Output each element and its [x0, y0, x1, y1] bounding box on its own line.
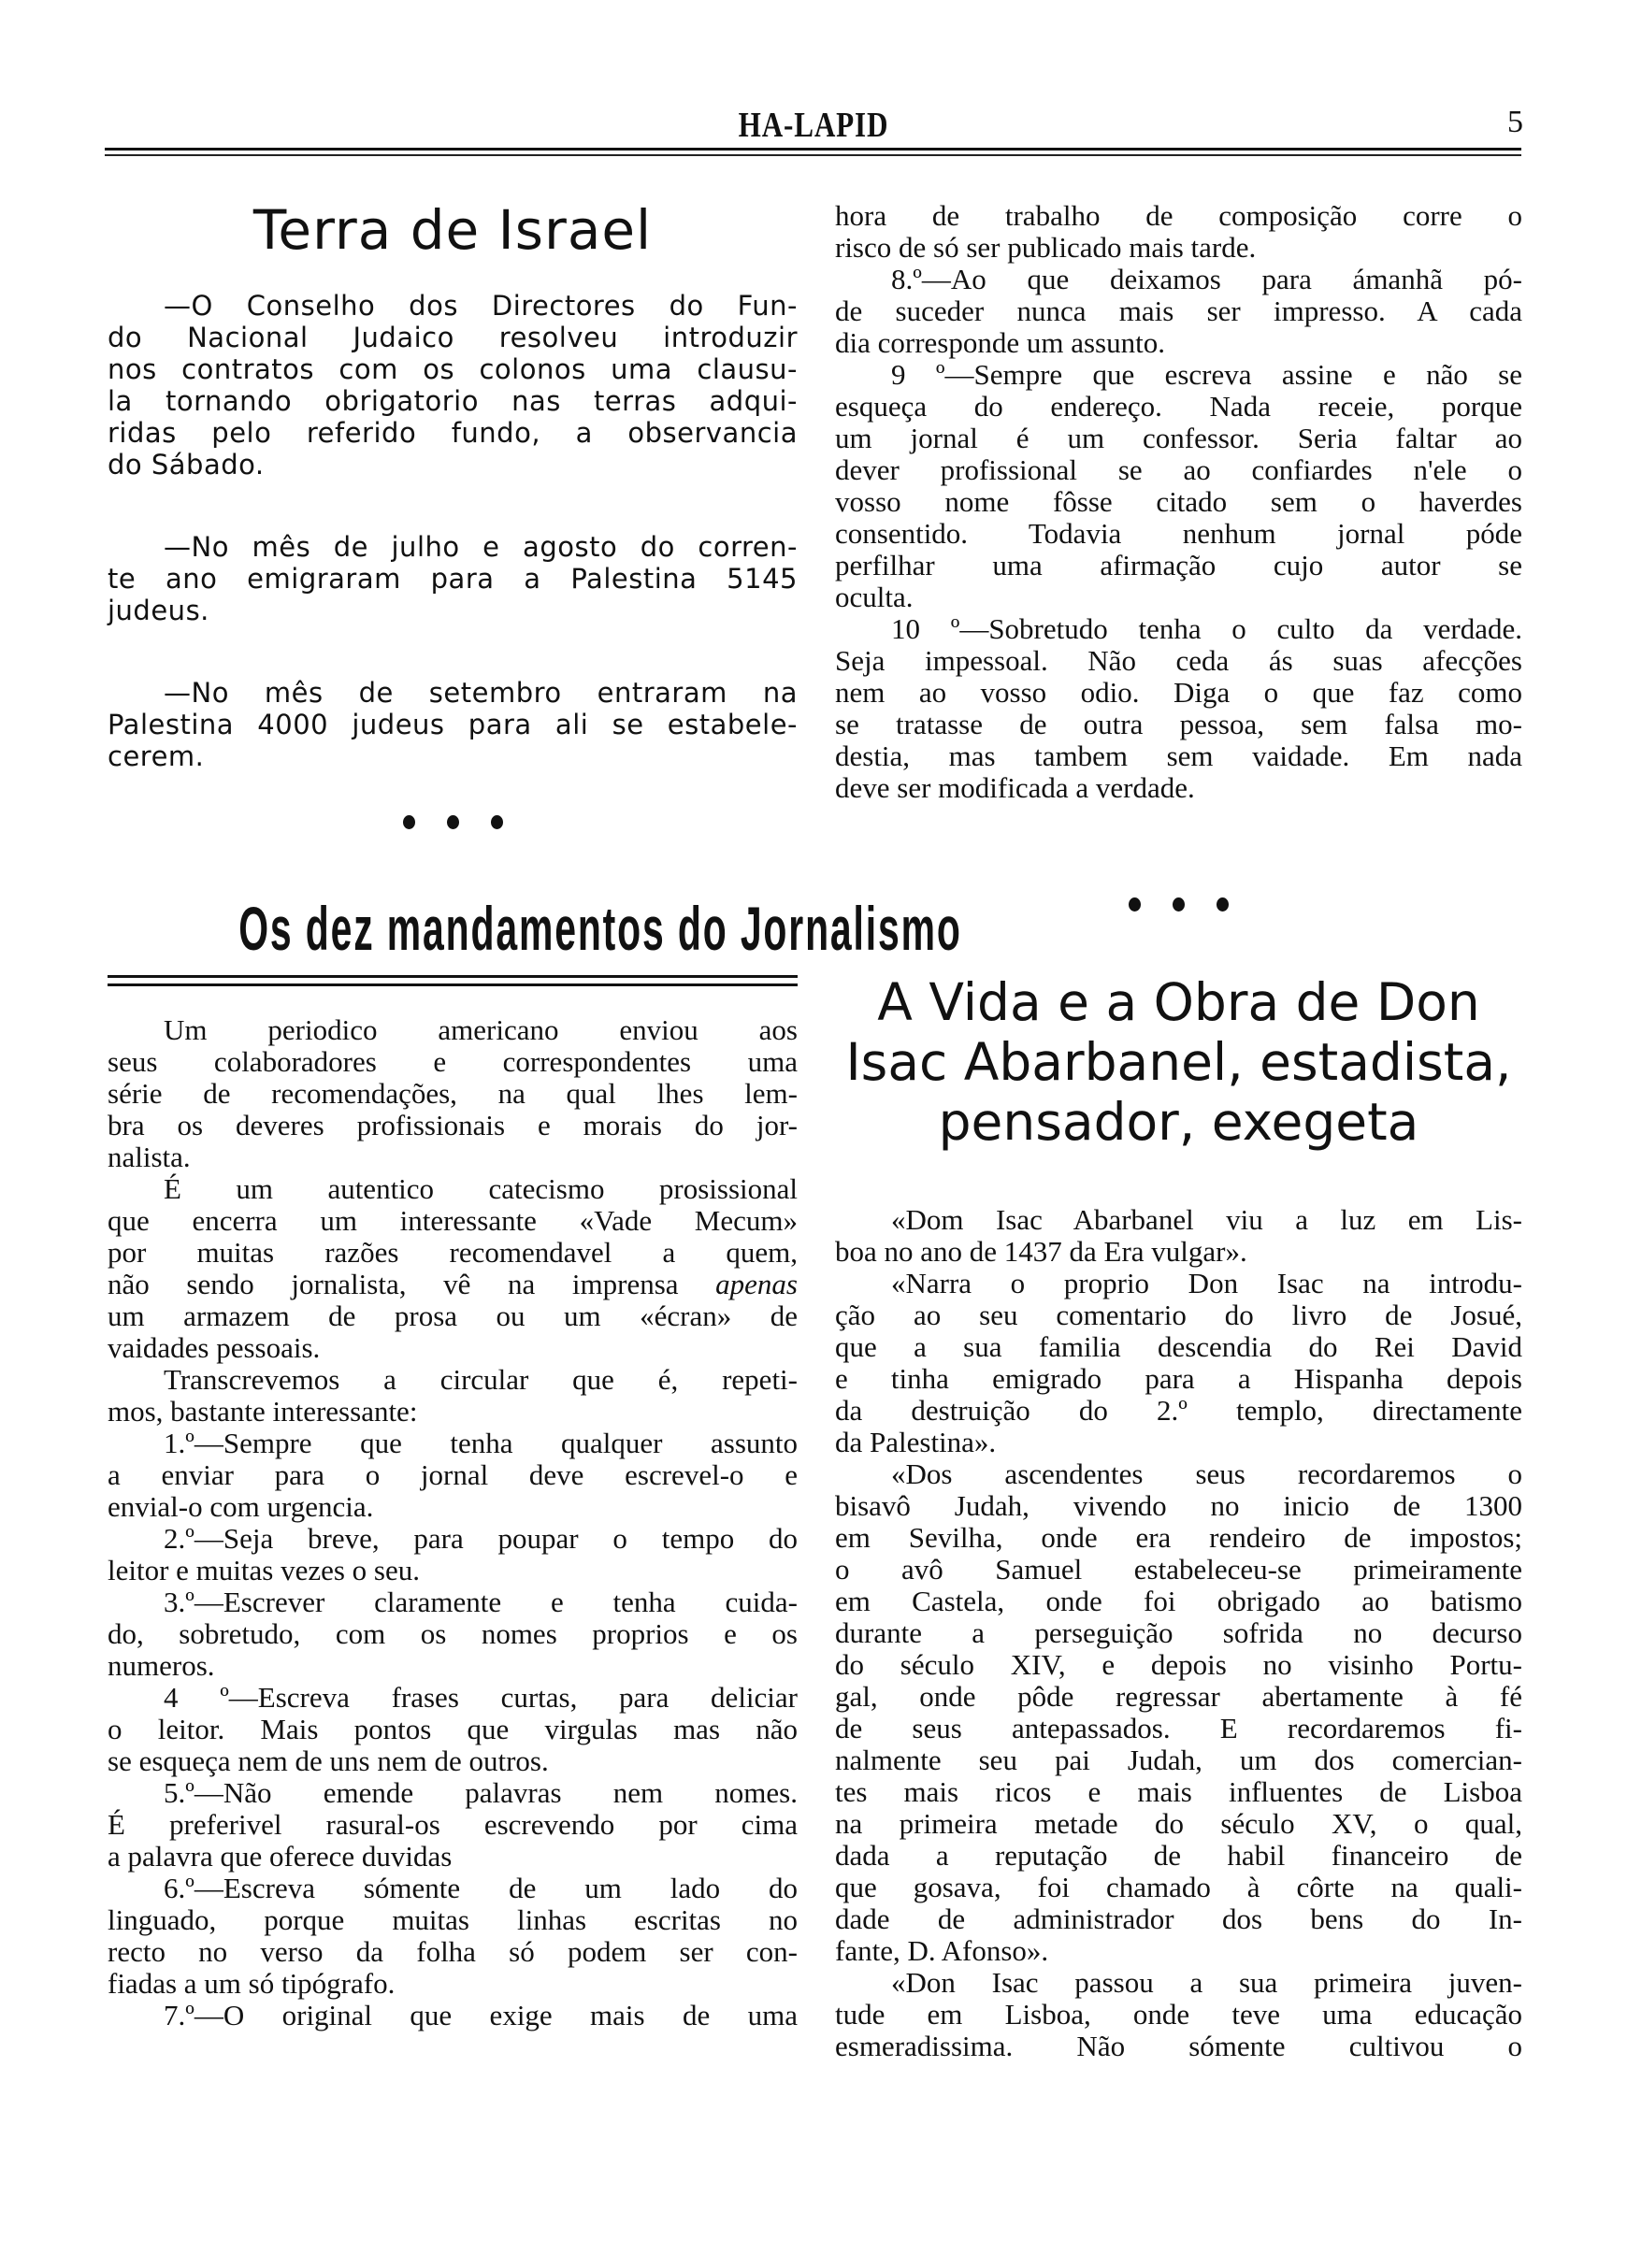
text-line: Um periodico americano enviou aos	[164, 1013, 798, 1046]
text-line: se tratasse de outra pessoa, sem falsa mo-	[835, 708, 1522, 740]
text-line: bra os deveres profissionais e morais do jor-	[108, 1109, 798, 1141]
text-line: consentido. Todavia nenhum jornal póde	[835, 517, 1522, 550]
text-line: se esqueça nem de uns nem de outros.	[108, 1744, 549, 1777]
text-line: dada a reputação de habil financeiro de	[835, 1839, 1522, 1872]
text-line: um armazem de prosa ou um «écran» de	[108, 1299, 798, 1332]
page-number: 5	[1507, 105, 1523, 139]
italic-word: apenas	[715, 1268, 798, 1300]
text-line: do século XIV, e depois no visinho Portu-	[835, 1648, 1522, 1681]
text-line: cerem.	[108, 740, 205, 772]
text-line: «Dom Isac Abarbanel viu a luz em Lis-	[891, 1203, 1522, 1236]
heading-terra-de-israel: Terra de Israel	[252, 198, 653, 262]
text-line: É preferivel rasural-os escrevendo por cima	[108, 1808, 798, 1841]
text-line: Seja impessoal. Não ceda ás suas afecções	[835, 644, 1522, 677]
text-line: do, sobretudo, com os nomes proprios e os	[108, 1617, 798, 1650]
text-line: vosso nome fôsse citado sem o haverdes	[835, 485, 1522, 518]
text-line: envial-o com urgencia.	[108, 1490, 374, 1523]
commandment-1: 1.º—Sempre que tenha qualquer assunto	[164, 1427, 798, 1459]
section-separator	[108, 815, 798, 834]
text-line: Palestina 4000 judeus para ali se estabele-	[108, 709, 798, 740]
bullet-dot-icon	[1217, 897, 1229, 912]
text-line: boa no ano de 1437 da Era vulgar».	[835, 1235, 1247, 1268]
text-line: numeros.	[108, 1649, 215, 1682]
text-line: esqueça do endereço. Nada receie, porque	[835, 390, 1522, 423]
text-line: nos contratos com os colonos uma clausu-	[108, 353, 798, 385]
bullet-dot-icon	[403, 815, 415, 829]
text-line: perfilhar uma afirmação cujo autor se	[835, 549, 1522, 581]
commandment-9: 9 º—Sempre que escreva assine e não se	[891, 358, 1522, 391]
text-line: ridas pelo referido fundo, a observancia	[108, 417, 798, 449]
heading-vida-obra-line-1: A Vida e a Obra de Don	[877, 972, 1480, 1032]
text-line: —No mês de julho e agosto do corren-	[164, 531, 798, 563]
text-line: do Nacional Judaico resolveu introduzir	[108, 322, 798, 353]
line-text: não sendo jornalista, vê na imprensa apenas	[108, 1268, 798, 1300]
text-line: a enviar para o jornal deve escrevel-o e	[108, 1458, 798, 1491]
commandment-8: 8.º—Ao que deixamos para ámanhã pó-	[891, 263, 1522, 295]
text-line: «Don Isac passou a sua primeira juven-	[891, 1966, 1522, 1999]
text-line: um jornal é um confessor. Seria faltar ao	[835, 422, 1522, 454]
masthead	[0, 105, 1627, 151]
text-line: nalmente seu pai Judah, um dos comercian-	[835, 1744, 1522, 1776]
text-line: por muitas razões recomendavel a quem,	[108, 1236, 798, 1269]
commandment-5: 5.º—Não emende palavras nem nomes.	[164, 1776, 798, 1809]
bullet-dot-icon	[491, 815, 503, 829]
text-line: da destruição do 2.º templo, directamente	[835, 1394, 1522, 1427]
text-line: dade de administrador dos bens do In-	[835, 1902, 1522, 1935]
text-line: do Sábado.	[108, 449, 265, 481]
text-line: fante, D. Afonso».	[835, 1934, 1049, 1967]
text-line: linguado, porque muitas linhas escritas no	[108, 1903, 798, 1936]
text-line: oculta.	[835, 581, 914, 613]
text-line: em Castela, onde foi obrigado ao batismo	[835, 1585, 1522, 1617]
heading-dez-mandamentos: Os dez mandamentos do Jornalismo	[238, 894, 962, 963]
text-line: bisavô Judah, vivendo no inicio de 1300	[835, 1489, 1522, 1522]
newspaper-title: HA-LAPID	[738, 106, 889, 145]
text-line: fiadas a um só tipógrafo.	[108, 1967, 396, 2000]
bullet-dot-icon	[447, 815, 459, 829]
commandment-4: 4 º—Escreva frases curtas, para deliciar	[164, 1681, 798, 1714]
text-line: na primeira metade do século XV, o qual,	[835, 1807, 1522, 1840]
text-line: o avô Samuel estabeleceu-se primeiramente	[835, 1553, 1522, 1586]
text-line: risco de só ser publicado mais tarde.	[835, 231, 1257, 264]
text-line: nalista.	[108, 1141, 191, 1173]
heading-double-rule	[108, 975, 798, 986]
text-line: É um autentico catecismo prosissional	[164, 1172, 798, 1205]
text-line: vaidades pessoais.	[108, 1331, 321, 1364]
text-line: de suceder nunca mais ser impresso. A cada	[835, 294, 1522, 327]
text-line: tude em Lisboa, onde teve uma educação	[835, 1998, 1522, 2031]
text-line: série de recomendações, na qual lhes lem-	[108, 1077, 798, 1110]
section-separator	[835, 897, 1522, 916]
text-line: mos, bastante interessante:	[108, 1395, 418, 1428]
text-line: la tornando obrigatorio nas terras adqui-	[108, 385, 798, 417]
text-line: seus colaboradores e correspondentes uma	[108, 1045, 798, 1078]
text-line: dever profissional se ao confiardes n'ele o	[835, 453, 1522, 486]
text-line: que encerra um interessante «Vade Mecum»	[108, 1204, 798, 1237]
commandment-6: 6.º—Escreva sómente de um lado do	[164, 1872, 798, 1904]
text-line: esmeradissima. Não sómente cultivou o	[835, 2030, 1522, 2062]
text-line: —O Conselho dos Directores do Fun-	[164, 290, 798, 322]
commandment-7: 7.º—O original que exige mais de uma	[164, 1999, 798, 2031]
bullet-dot-icon	[1129, 897, 1141, 912]
text-line: de seus antepassados. E recordaremos fi-	[835, 1712, 1522, 1744]
text-line: da Palestina».	[835, 1426, 997, 1458]
text-line: ção ao seu comentario do livro de Josué,	[835, 1299, 1522, 1331]
heading-vida-obra-line-3: pensador, exegeta	[938, 1092, 1419, 1152]
text-line: dia corresponde um assunto.	[835, 326, 1165, 359]
text-line: —No mês de setembro entraram na	[164, 677, 798, 709]
text-line: a palavra que oferece duvidas	[108, 1840, 453, 1873]
text-line: e tinha emigrado para a Hispanha depois	[835, 1362, 1522, 1395]
text-line: nem ao vosso odio. Diga o que faz como	[835, 676, 1522, 709]
text-line: destia, mas tambem sem vaidade. Em nada	[835, 739, 1522, 772]
text-line: deve ser modificada a verdade.	[835, 771, 1195, 804]
text-line: que a sua familia descendia do Rei David	[835, 1330, 1522, 1363]
commandment-2: 2.º—Seja breve, para poupar o tempo do	[164, 1522, 798, 1555]
text-line: em Sevilha, onde era rendeiro de impostos;	[835, 1521, 1522, 1554]
bullet-dot-icon	[1173, 897, 1185, 912]
text-line: hora de trabalho de composição corre o	[835, 199, 1522, 232]
text-line: o leitor. Mais pontos que virgulas mas não	[108, 1713, 798, 1745]
text-line: gal, onde pôde regressar abertamente à fé	[835, 1680, 1522, 1713]
text-line: recto no verso da folha só podem ser con-	[108, 1935, 798, 1968]
text-line: judeus.	[108, 595, 209, 626]
text-line: que gosava, foi chamado à côrte na quali-	[835, 1871, 1522, 1903]
text-line: tes mais ricos e mais influentes de Lisboa	[835, 1775, 1522, 1808]
masthead-rule	[105, 148, 1521, 156]
commandment-3: 3.º—Escrever claramente e tenha cuida-	[164, 1586, 798, 1618]
text-line: leitor e muitas vezes o seu.	[108, 1554, 421, 1586]
commandment-10: 10 º—Sobretudo tenha o culto da verdade.	[891, 612, 1522, 645]
text-line: Transcrevemos a circular que é, repeti-	[164, 1363, 798, 1396]
text-line: te ano emigraram para a Palestina 5145	[108, 563, 798, 595]
text-line: durante a perseguição sofrida no decurso	[835, 1616, 1522, 1649]
text-line	[108, 1269, 798, 1300]
heading-vida-obra-line-2: Isac Abarbanel, estadista,	[845, 1032, 1512, 1092]
text-line: «Dos ascendentes seus recordaremos o	[891, 1457, 1522, 1490]
text-line: «Narra o proprio Don Isac na introdu-	[891, 1267, 1522, 1299]
